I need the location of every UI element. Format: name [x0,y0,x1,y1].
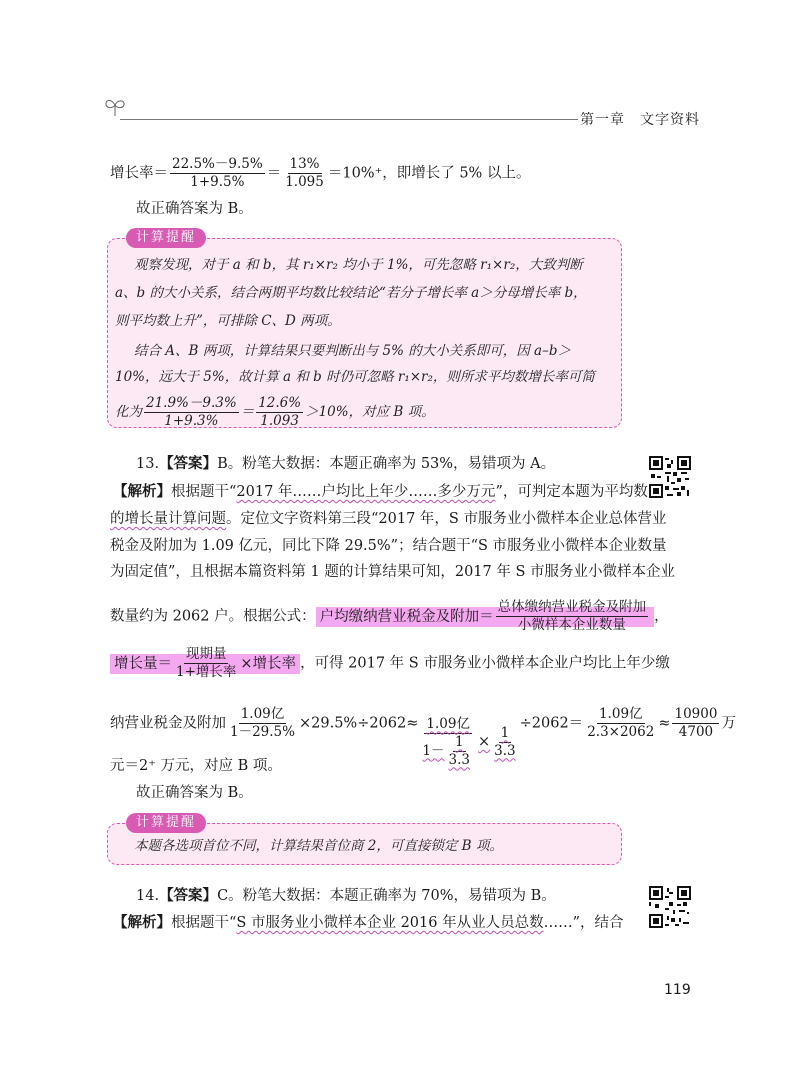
qr-code-icon[interactable] [649,886,691,928]
growth-formula: 增长率＝ $\frac{22.5\%-9.5\%}{1+9.5\%}$ ＝ $\frac{13\%}{1.095}$ ＝10%⁺，即增长了 5% 以上。 [110,156,531,190]
conclusion-text: 故正确答案为 B。 [136,785,253,801]
fraction: $\frac{13\%}{1.095}$ [285,156,324,190]
chapter-title: 第一章 文字资料 [580,112,700,128]
q14-analysis-line: 【解析】根据题干“S 市服务业小微样本企业 2016 年从业人员总数……”，结合 [113,914,624,931]
q13-analysis-line: 税金及附加为 1.09 亿元，同比下降 29.5%”；结合题干“S 市服务业小微样本企业数量 [110,538,667,554]
tip-formula: 化为 $\frac{21.9\%-9.3\%}{1+9.3\%}$ ＝ $\frac{12.6\%}{1.093}$ ＞10%，对应 B 项。 [115,395,435,429]
q13-analysis-line: 的增长量计算问题。定位文字资料第三段“2017 年，S 市服务业小微样本企业总体营业 [110,511,667,527]
qr-code-icon[interactable] [649,456,691,498]
fraction: $\frac{22.5\%-9.5\%}{1+9.5\%}$ [172,156,263,190]
calc-tip-tag: 计算提醒 [126,813,206,833]
q14-answer: 14.【答案】C。粉笔大数据：本题正确率为 70%，易错项为 B。 [136,887,556,904]
q13-formula-line: 数量约为 2062 户。根据公式： 户均缴纳营业税金及附加＝ $\frac{\text{总体缴纳营业税金及附加}}{\text{小微样本企业数量}}$ ， [110,599,669,633]
highlight-formula: 增长量＝ $\frac{\text{现期量}}{\text{1+增长率}}$ ×增长率 [110,654,300,674]
q13-analysis-line: 元＝2⁺ 万元，对应 B 项。 [110,758,282,774]
q13-analysis-line: 为固定值”，且根据本篇资料第 1 题的计算结果可知，2017 年 S 市服务业小微样本企业 [110,564,676,580]
q13-calculation: 纳营业税金及附加 $\frac{\text{1.09亿}}{1-29.5\%}$ ×29.5%÷2062≈ 1.09亿 1－ $\frac{1}{3.3}$ × $\frac{1}{3.3}$ ÷2062＝ $\frac{\text{1.09亿}}{2.3\times 2062}$ ≈ $\frac{10900}{4700}$ 万 [110,706,736,768]
calc-tip-tag: 计算提醒 [126,228,206,248]
q13-formula-line: 增长量＝ $\frac{\text{现期量}}{\text{1+增长率}}$ ×增长率 ，可得 2017 年 S 市服务业小微样本企业户均比上年少缴 [110,646,670,681]
calc-tip-box: 计算提醒 本题各选项首位不同，计算结果首位商 2，可直接锁定 B 项。 [107,823,622,865]
calc-tip-box: 计算提醒 观察发现，对于 a 和 b，其 r₁×r₂ 均小于 1%，可先忽略 r₁×r₂，大致判断 a、b 的大小关系，结合两期平均数比较结论“若分子增长率 a＞分母增长率 b， 则平均数上升”，可排除 C、D 两项。 结合 A、B 两项，计算结果只要判断出与 5% 的大小关系即可，因 a–b＞ 10%，远大于 5%，故计算 a 和 b 时仍可忽略 r₁×r₂，则所求平均数增长率可简 化为 $\frac{21.9\%-9.3\%}{1+9.3\%}$ ＝ $\frac{12.6\%}{1.093}$ ＞10%，对应 B 项。 [107,238,622,428]
q13-answer: 13.【答案】B。粉笔大数据：本题正确率为 53%，易错项为 A。 [136,455,556,472]
leaf-icon [103,96,127,118]
header-rule [120,119,578,120]
q13-analysis-line: 【解析】根据题干“2017 年……户均比上年少……多少万元”，可判定本题为平均数 [113,483,648,500]
highlight-formula: 户均缴纳营业税金及附加＝ $\frac{\text{总体缴纳营业税金及附加}}{\text{小微样本企业数量}}$ [316,607,655,627]
page-number: 119 [664,982,691,998]
conclusion-text: 故正确答案为 B。 [136,201,253,217]
